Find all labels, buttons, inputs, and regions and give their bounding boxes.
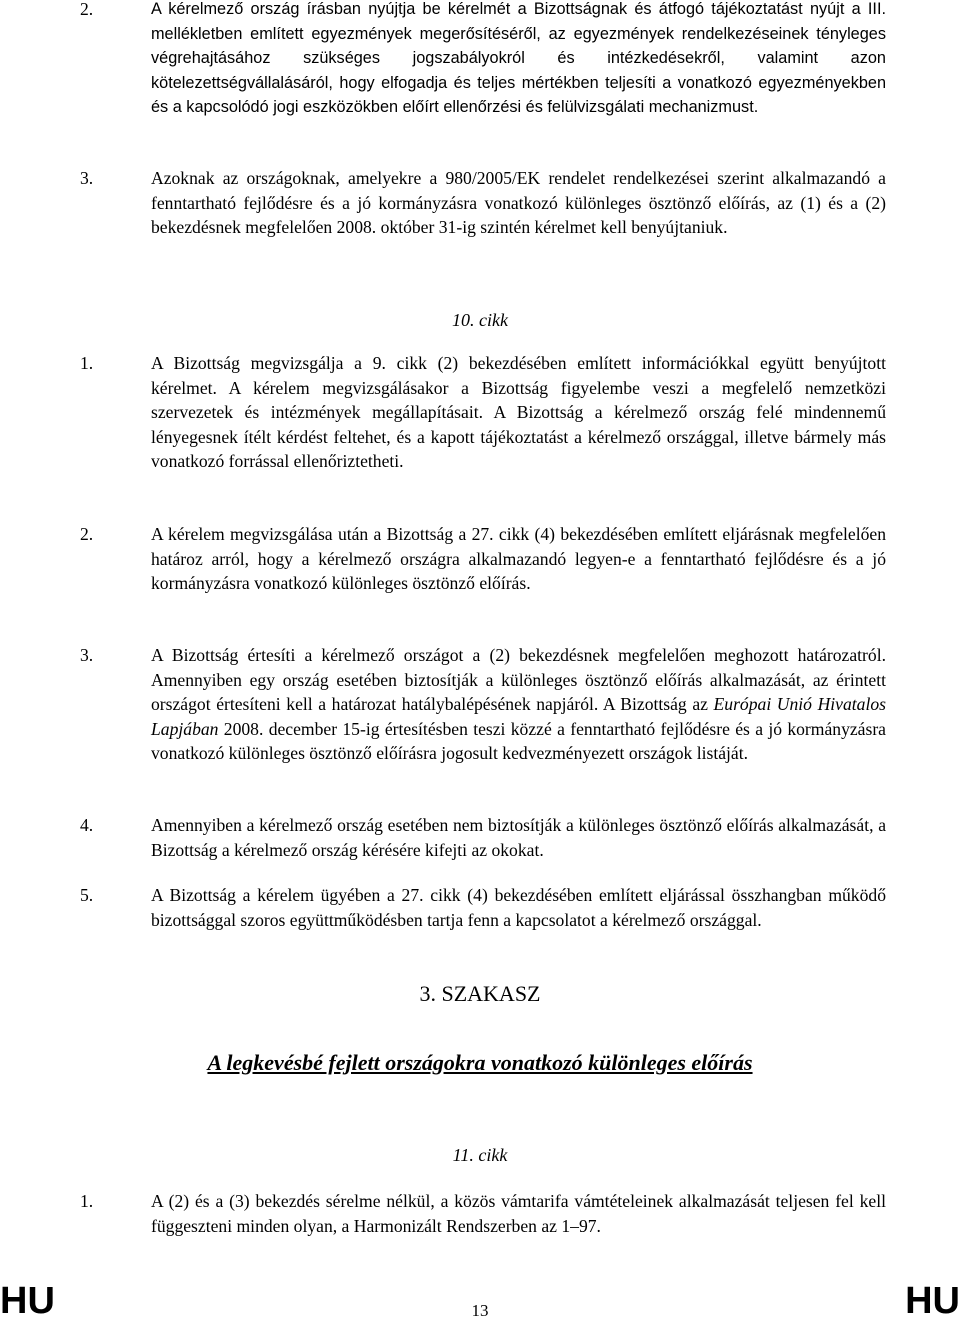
article10-paragraph-1 — [80, 351, 886, 474]
article10-paragraph-3 — [80, 643, 886, 766]
section-title: A legkevésbé fejlett országokra vonatkozó különleges előírás — [207, 1050, 753, 1075]
language-code-left: HU — [0, 1280, 55, 1322]
paragraph-text: A Bizottság a kérelem ügyében a 27. cikk (4) bekezdésében említett eljárással összhangban működő bizottsággal szoros együttműködésben tartja fenn a kapcsolatot a kérelmező országgal. — [151, 885, 886, 930]
paragraph-text: A (2) és a (3) bekezdés sérelme nélkül, a közös vámtarifa vámtételeinek alkalmazását teljesen fel kell függeszteni minden olyan, a Harmonizált Rendszerben az 1–97. — [151, 1191, 886, 1236]
paragraph-number: 2. — [80, 524, 94, 544]
article10-paragraph-5 — [80, 883, 886, 932]
paragraph-number: 1. — [80, 353, 94, 373]
paragraph-text: Azoknak az országoknak, amelyekre a 980/2005/EK rendelet rendelkezései szerint alkalmazandó a fenntartható fejlődésre és a jó kormányzásra vonatkozó különleges ösztönző előírás, az (1) és a (2) bekezdésnek megfelelően 2008. október 31-ig szintén kérelmet kell benyújtaniuk. — [151, 168, 886, 238]
article11-paragraph-1 — [80, 1189, 886, 1238]
article-heading-10: 10. cikk — [452, 310, 508, 330]
paragraph-text: A kérelmező ország írásban nyújtja be kérelmét a Bizottságnak és átfogó tájékoztatást nyújt a III. mellékletben említett egyezmények megerősítéséről, az egyezmények rendelkezéseinek tényleges végrehajtásához szükséges jogszabályokról és intézkedésekről, valamint azon kötelezettségvállalásáról, hogy elfogadja és teljes mértékben teljesíti a vonatkozó egyezményekben és a kapcsolódó jogi eszközökben előírt ellenőrzési és felülvizsgálati mechanizmust. — [151, 0, 886, 117]
page-number: 13 — [471, 1301, 489, 1320]
section-heading: 3. SZAKASZ — [419, 981, 541, 1006]
journal-title: Európai Unió Hivatalos Lapjában — [151, 694, 886, 739]
paragraph-3 — [80, 166, 886, 240]
paragraph-text: A Bizottság megvizsgálja a 9. cikk (2) bekezdésében említett információkkal együtt benyújtott kérelmet. A kérelem megvizsgálásakor a Bizottság figyelembe veszi a megfelelő nemzetközi szervezetek és intézmények megállapításait. A Bizottság a kérelmező ország felé mindennemű lényegesnek ítélt kérdést feltehet, és a kapott tájékoztatást a kérelmező országgal, illetve bármely más vonatkozó forrással ellenőriztetheti. — [151, 353, 886, 472]
paragraph-number: 1. — [80, 1191, 94, 1211]
paragraph-text: A kérelem megvizsgálása után a Bizottság a 27. cikk (4) bekezdésében említett eljárásnak megfelelően határoz arról, hogy a kérelmező országra alkalmazandó legyen-e a fenntartható fejlődésre és a jó kormányzásra vonatkozó különleges ösztönző előírás. — [151, 524, 886, 594]
language-code-right: HU — [905, 1280, 960, 1322]
paragraph-text — [151, 643, 886, 766]
paragraph-number: 2. — [80, 0, 94, 19]
paragraph-number: 4. — [80, 815, 94, 835]
article10-paragraph-4 — [80, 813, 886, 862]
article-heading-11: 11. cikk — [452, 1145, 508, 1165]
text-segment: A Bizottság értesíti a kérelmező országot a (2) bekezdésnek megfelelően meghozott határozatról. Amennyiben egy ország esetében biztosítják a különleges ösztönző előírás alkalmazását, az érintett országot értesíteni kell a határozat hatálybalépésének napjáról. A Bizottság az — [151, 645, 886, 715]
text-segment: 2008. december 15-ig értesítésben teszi közzé a fenntartható fejlődésre és a jó kormányzásra vonatkozó különleges ösztönző előírásra jogosult kedvezményezett országok listáját. — [151, 718, 886, 764]
paragraph-2 — [80, 0, 886, 120]
article10-paragraph-2 — [80, 522, 886, 596]
paragraph-number: 5. — [80, 885, 94, 905]
paragraph-number: 3. — [80, 168, 94, 188]
paragraph-text: Amennyiben a kérelmező ország esetében nem biztosítják a különleges ösztönző előírás alkalmazását, a Bizottság a kérelmező ország kérésére kifejti az okokat. — [151, 815, 886, 860]
paragraph-number: 3. — [80, 645, 94, 665]
